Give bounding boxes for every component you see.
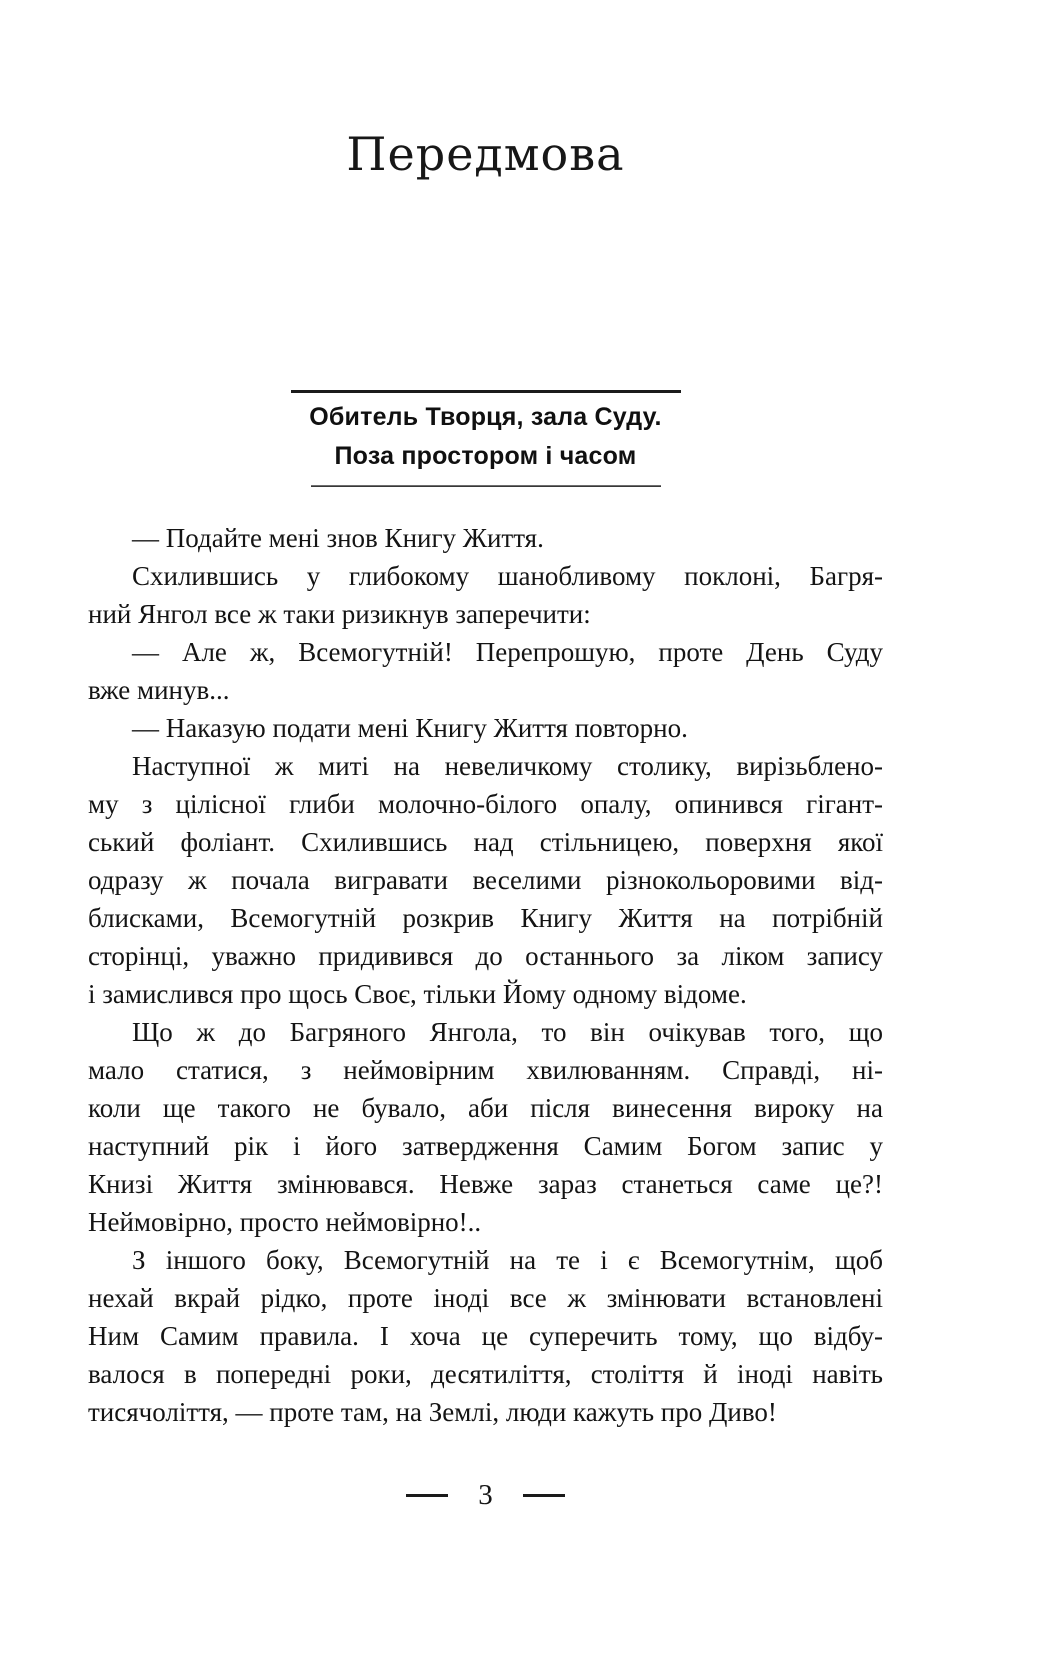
text-line: блисками, Всемогутній розкрив Книгу Життя на потрібній [88,903,883,933]
text-line: сторінці, уважно придивився до останнього за ліком запису [88,941,883,971]
page-footer [88,1479,883,1511]
footer-dash-left [406,1494,448,1497]
text-line: Що ж до Багряного Янгола, то він очікував того, що [132,1017,883,1047]
text-line: вже минув... [88,675,230,705]
scene-heading-line2: Поза простором і часом [334,442,637,470]
heading-rule-bottom [311,485,661,487]
text-line: ський фоліант. Схилившись над стільницею, поверхня якої [88,827,883,857]
text-line: мало статися, з неймовірним хвилюванням. Справді, ні- [88,1055,883,1085]
scene-heading-line1: Обитель Творця, зала Суду. [309,403,662,431]
text-line: Наступної ж миті на невеличкому столику, вирізьблено- [132,751,883,781]
text-line: — Наказую подати мені Книгу Життя повторно. [132,713,688,743]
text-line: наступний рік і його затвердження Самим Богом запис у [88,1131,883,1161]
text-line: валося в попередні роки, десятиліття, століття й іноді навіть [88,1359,883,1389]
body-text [88,519,883,1431]
text-line: Неймовірно, просто неймовірно!.. [88,1207,482,1237]
chapter-title: Передмова [346,127,625,181]
text-line: коли ще такого не бувало, аби після винесення вироку на [88,1093,883,1123]
footer-dash-right [523,1494,565,1497]
text-line: і замислився про щось Своє, тільки Йому одному відоме. [88,979,747,1009]
scene-heading-text [88,393,883,485]
text-line: нехай вкрай рідко, проте іноді все ж змінювати встановлені [88,1283,883,1313]
text-line: одразу ж почала вигравати веселими різнокольоровими від- [88,865,883,895]
text-line: З іншого боку, Всемогутній на те і є Всемогутнім, щоб [132,1245,883,1275]
text-line: ний Янгол все ж таки ризикнув заперечити: [88,599,591,629]
text-line: Схилившись у глибокому шанобливому поклоні, Багря- [132,561,883,591]
scene-heading [88,390,883,487]
text-line: — Подайте мені знов Книгу Життя. [132,523,544,553]
text-line: — Але ж, Всемогутній! Перепрошую, проте День Суду [132,637,883,667]
text-line: Ним Самим правила. І хоча це суперечить тому, що відбу- [88,1321,883,1351]
text-line: Книзі Життя змінювався. Невже зараз станеться саме це?! [88,1169,883,1199]
page-number: 3 [478,1479,493,1511]
text-block [88,0,883,1511]
text-line: му з цілісної глиби молочно-білого опалу, опинився гігант- [88,789,883,819]
text-line: тисячоліття, — проте там, на Землі, люди кажуть про Диво! [88,1397,777,1427]
